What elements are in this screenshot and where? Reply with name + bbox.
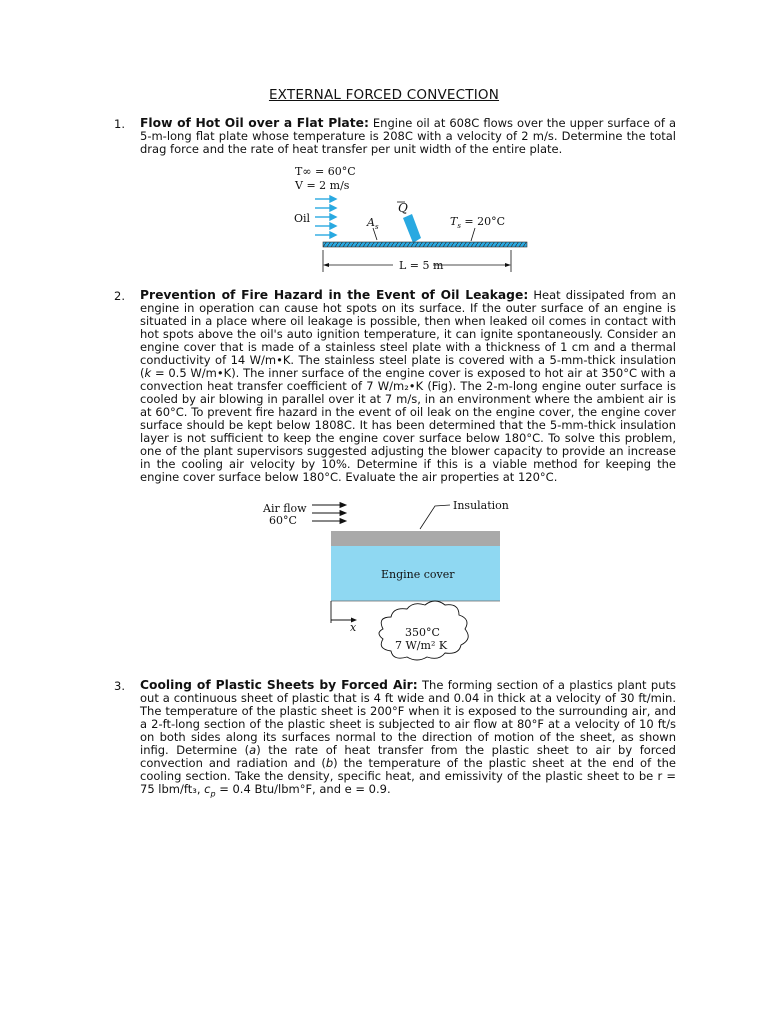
problem-1	[114, 117, 676, 156]
problem-number: 1.	[114, 117, 125, 131]
fig2-air-temp-label: 60°C	[269, 514, 297, 527]
figure-oil-flat-plate	[285, 160, 535, 275]
fig1-plate	[323, 242, 527, 247]
problem-body-3: ) the temperature of the plastic sheet at the end of the cooling section. Take the density, specific heat, and emissivity of the plastic sheet to be r = 75 lbm/ft₃,	[140, 756, 676, 796]
problem-body: The forming section of a plastics plant puts out a continuous sheet of plastic that is 4 ft wide and 0.04 in thick at a velocity of 30 ft/min. The temperature of the plastic sheet is 200°F when it is exposed to the surrounding air, and a 2-ft-long section of the plastic sheet is subjected to air flow at 80°F at a velocity of 10 ft/s on both sides along its surfaces normal to the direction of motion of the sheet, as shown infig. Determine (	[140, 678, 676, 757]
page-title: EXTERNAL FORCED CONVECTION	[268, 87, 500, 103]
problem-text	[140, 679, 676, 800]
part-b-label: b	[325, 756, 334, 770]
fig1-length-label: L = 5 m	[399, 259, 444, 272]
specific-heat-subscript: p	[210, 789, 216, 799]
fig1-velocity-label: V = 2 m/s	[295, 179, 350, 192]
specific-heat-symbol: c	[204, 782, 211, 796]
problem-3	[114, 679, 676, 800]
problem-heading: Flow of Hot Oil over a Flat Plate:	[140, 116, 369, 130]
fig2-cover-label: Engine cover	[381, 568, 455, 581]
fig1-dim-arrow-right	[505, 263, 511, 267]
fig1-dim-arrow-left	[323, 263, 329, 267]
problem-number: 2.	[114, 289, 125, 303]
fig1-ts-leader	[471, 228, 475, 241]
problem-body-cont: = 0.5 W/m•K). The inner surface of the engine cover is exposed to hot air at 350°C with a convection heat transfer coefficient of 7 W/m₂•K (Fig). The 2-m-long engine outer surface is cooled by air blowing in parallel over it at 7 m/s, in an environment where the ambient air is at 60°C. To prevent fire hazard in the event of oil leak on the engine cover, the engine cover surface should be kept below 1808C. It has been determined that the 5-mm-thick insulation layer is not sufficient to keep the engine cover surface below 180°C. To solve this problem, one of the plant supervisors suggested adjusting the blower capacity to provide an increase in the cooling air velocity by 10%. Determine if this is a viable method for keeping the engine cover surface below 180°C. Evaluate the air properties at 120°C.	[140, 366, 676, 484]
fig1-oil-label: Oil	[294, 212, 311, 225]
problem-2	[114, 289, 676, 484]
conductivity-symbol: k	[144, 366, 152, 380]
problem-text	[140, 289, 676, 484]
fig1-ts-label: $T_s = 20^\circ C$	[450, 215, 506, 230]
fig2-insulation-leader	[420, 505, 450, 529]
fig2-x-label: x	[350, 621, 357, 634]
problem-body-4: = 0.4 Btu/lbm°F, and e = 0.9.	[215, 782, 391, 796]
fig2-cloud-h: 7 W/m² K	[395, 639, 448, 652]
fig1-area-label: $A_s$	[367, 216, 379, 231]
fig2-insulation-layer	[331, 531, 500, 546]
fig1-t-inf-label: T∞ = 60°C	[295, 165, 356, 178]
figure-engine-cover	[255, 497, 515, 667]
problem-number: 3.	[114, 679, 125, 693]
problem-body: Engine oil at 608C flows over the upper surface of a 5-m-long flat plate whose temperature is 208C with a velocity of 2 m/s. Determine the total drag force and the rate of heat transfer per unit width of the entire plate.	[140, 116, 676, 156]
problem-text	[140, 117, 676, 156]
part-a-label: a	[249, 743, 257, 757]
fig1-flow-arrows	[315, 196, 336, 238]
fig2-insulation-label: Insulation	[453, 499, 509, 512]
fig2-airflow-label: Air flow	[263, 502, 307, 515]
fig2-air-arrows	[312, 503, 346, 524]
problem-heading: Prevention of Fire Hazard in the Event of Oil Leakage:	[140, 288, 529, 302]
fig2-cloud-temp: 350°C	[405, 626, 440, 639]
fig1-heat-label: Q	[398, 201, 408, 215]
fig1-heat-arrow	[403, 214, 421, 243]
problem-body-2: ) the rate of heat transfer from the plastic sheet to air by forced convection and radiation and (	[140, 743, 676, 770]
problem-heading: Cooling of Plastic Sheets by Forced Air:	[140, 678, 418, 692]
problem-body: Heat dissipated from an engine in operation can cause hot spots on its surface. If the outer surface of an engine is situated in a place where oil leakage is possible, then when leaked oil comes in contact with hot spots above the oil's auto ignition temperature, it can ignite spontaneously. Consider an engine cover that is made of a stainless steel plate with a thickness of 1 cm and a thermal conductivity of 14 W/m•K. The stainless steel plate is covered with a 5-mm-thick insulation (	[140, 288, 676, 380]
